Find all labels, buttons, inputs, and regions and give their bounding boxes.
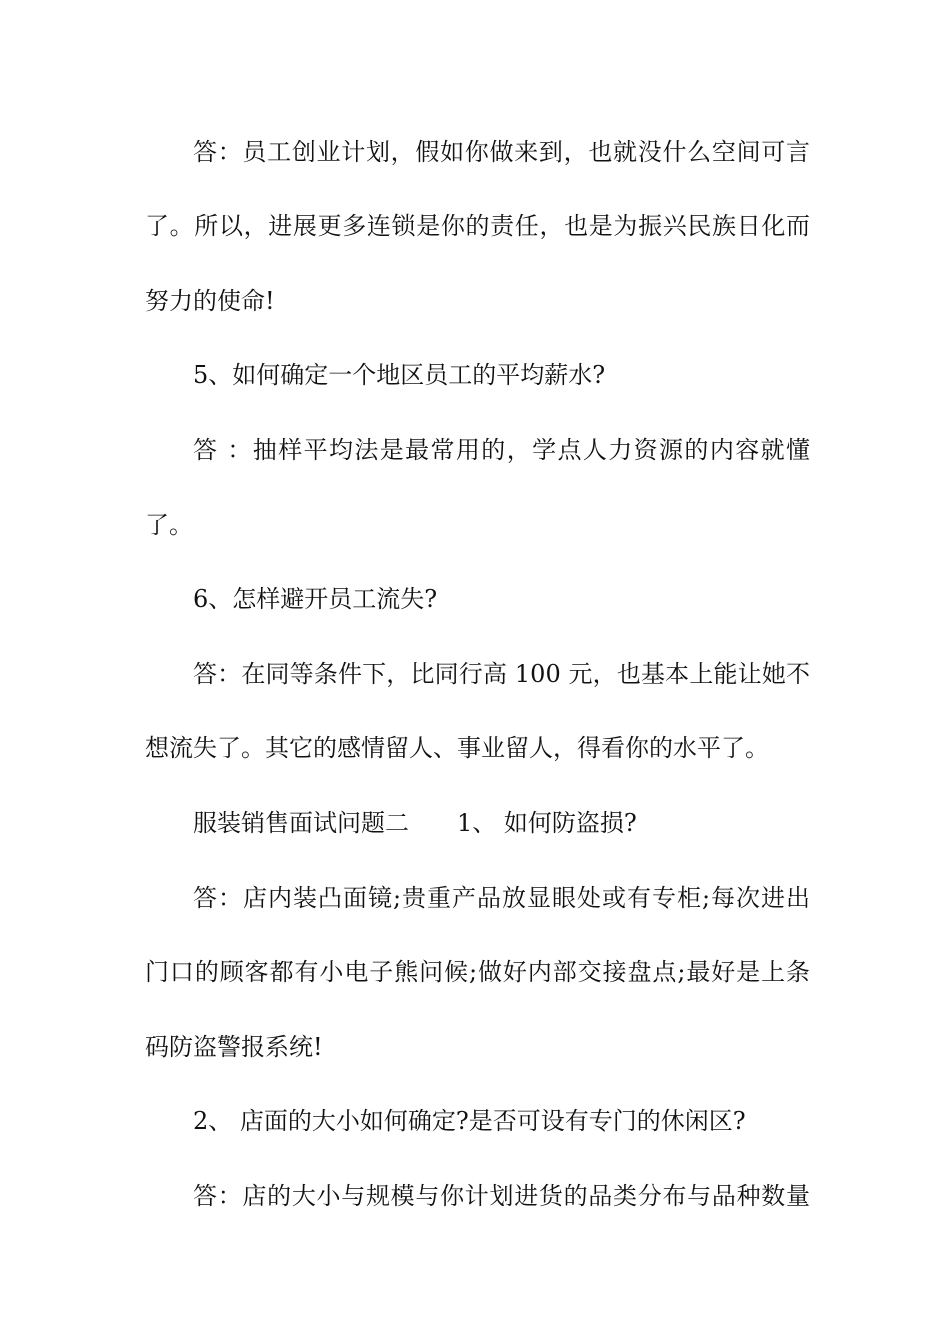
paragraph-line: 了。 [145,511,193,539]
section-heading: 服装销售面试问题二 1、 如何防盗损? [193,809,637,837]
paragraph-line: 想流失了。其它的感情留人、事业留人，得看你的水平了。 [145,734,769,762]
paragraph-line: 了。所以，进展更多连锁是你的责任，也是为振兴民族日化而 [145,212,810,240]
question-heading: 5、如何确定一个地区员工的平均薪水? [193,361,606,389]
paragraph-line: 答：店的大小与规模与你计划进货的品类分布与品种数量 [193,1182,810,1210]
question-heading: 2、 店面的大小如何确定?是否可设有专门的休闲区? [193,1107,746,1135]
paragraph-line: 答：员工创业计划，假如你做来到，也就没什么空间可言 [193,138,810,166]
paragraph-line: 答：店内装凸面镜;贵重产品放显眼处或有专柜;每次进出 [193,884,810,912]
paragraph-line: 答：在同等条件下，比同行高 100 元，也基本上能让她不 [193,660,810,688]
question-heading: 6、怎样避开员工流失? [193,585,438,613]
paragraph-line: 答 ：抽样平均法是最常用的，学点人力资源的内容就懂 [193,436,810,464]
paragraph-line: 努力的使命! [145,287,275,315]
paragraph-line: 码防盗警报系统! [145,1033,323,1061]
paragraph-line: 门口的顾客都有小电子熊问候;做好内部交接盘点;最好是上条 [145,958,810,986]
